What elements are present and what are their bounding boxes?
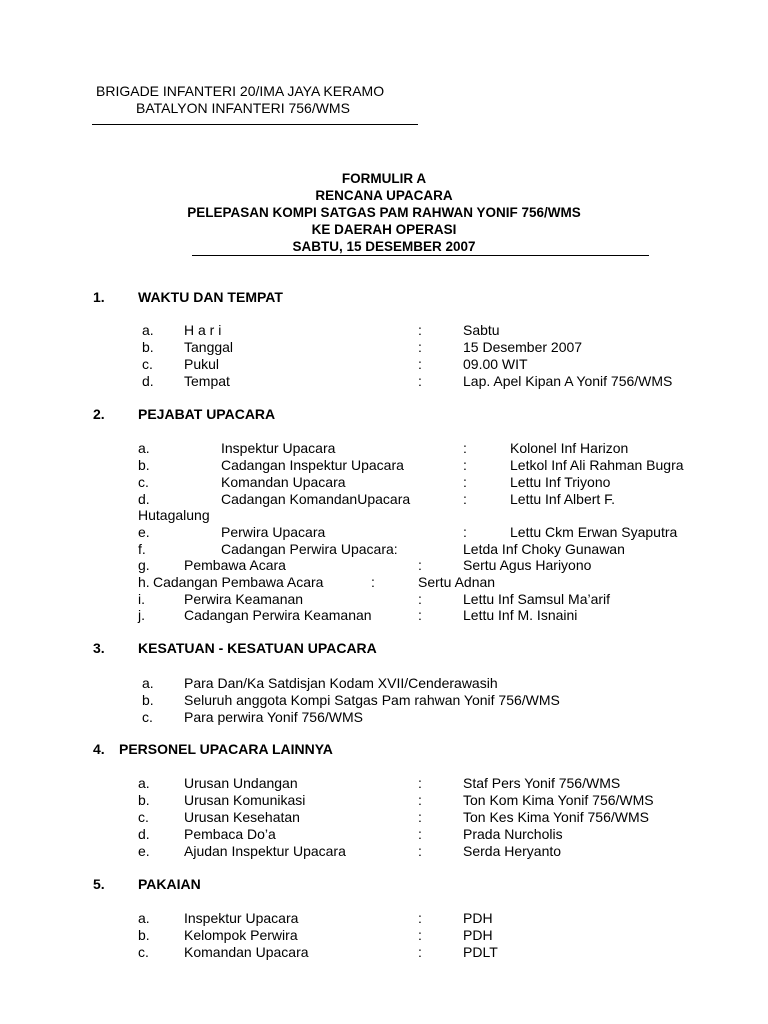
ceremony-date: SABTU, 15 DESEMBER 2007 bbox=[292, 239, 476, 254]
item-value: Staf Pers Yonif 756/WMS bbox=[463, 775, 621, 791]
item-value: Sabtu bbox=[463, 322, 500, 338]
item-colon: : bbox=[463, 524, 467, 540]
item-colon: : bbox=[418, 356, 422, 372]
item-colon: : bbox=[418, 910, 422, 926]
item-label: H a r i bbox=[184, 322, 222, 338]
ceremony-title: PELEPASAN KOMPI SATGAS PAM RAHWAN YONIF 756/WMS bbox=[187, 205, 581, 220]
section-4-number: 4. bbox=[93, 741, 105, 757]
form-title: FORMULIR A bbox=[341, 171, 427, 186]
item-colon: : bbox=[418, 339, 422, 355]
item-letter: b. bbox=[142, 339, 154, 355]
item-letter: b. bbox=[138, 457, 150, 473]
item-letter: j. bbox=[138, 607, 145, 623]
item-letter: i. bbox=[138, 591, 145, 607]
item-value: Lettu Inf M. Isnaini bbox=[463, 607, 578, 623]
item-letter: c. bbox=[142, 356, 153, 372]
item-colon: : bbox=[418, 944, 422, 960]
item-label: Cadangan Perwira Upacara: bbox=[221, 541, 398, 557]
unit-header-line-2: BATALYON INFANTERI 756/WMS bbox=[136, 100, 350, 116]
item-colon: : bbox=[418, 591, 422, 607]
item-value: 15 Desember 2007 bbox=[463, 339, 583, 355]
item-value: PDLT bbox=[463, 944, 498, 960]
item-colon: : bbox=[418, 607, 422, 623]
item-letter: f. bbox=[138, 541, 146, 557]
item-letter: e. bbox=[138, 524, 150, 540]
item-letter: b. bbox=[142, 692, 154, 708]
item-label: Perwira Keamanan bbox=[184, 591, 304, 607]
item-colon: : bbox=[463, 474, 467, 490]
title-underline bbox=[192, 255, 649, 256]
item-value: Sertu Agus Hariyono bbox=[463, 557, 592, 573]
item-value: Prada Nurcholis bbox=[463, 826, 563, 842]
item-letter: b. bbox=[138, 792, 150, 808]
item-letter: d. bbox=[138, 826, 150, 842]
item-value-wrap: Hutagalung bbox=[138, 507, 210, 523]
item-colon: : bbox=[463, 457, 467, 473]
item-label: Urusan Kesehatan bbox=[184, 809, 300, 825]
item-letter: h. bbox=[138, 574, 150, 590]
item-letter: e. bbox=[138, 843, 150, 859]
section-4-title: PERSONEL UPACARA LAINNYA bbox=[119, 741, 333, 757]
item-colon: : bbox=[418, 792, 422, 808]
item-label: Cadangan Pembawa Acara bbox=[153, 574, 324, 590]
item-colon: : bbox=[418, 775, 422, 791]
section-2-number: 2. bbox=[93, 406, 105, 422]
item-text: Para perwira Yonif 756/WMS bbox=[184, 709, 363, 725]
unit-header-line-1: BRIGADE INFANTERI 20/IMA JAYA KERAMO bbox=[96, 83, 385, 99]
item-label: Ajudan Inspektur Upacara bbox=[184, 843, 346, 859]
item-colon: : bbox=[418, 557, 422, 573]
item-letter: d. bbox=[142, 373, 154, 389]
item-label: Kelompok Perwira bbox=[184, 927, 298, 943]
item-letter: c. bbox=[138, 474, 149, 490]
item-letter: b. bbox=[138, 927, 150, 943]
item-colon: : bbox=[418, 927, 422, 943]
item-value: Lettu Inf Samsul Ma’arif bbox=[463, 591, 611, 607]
item-label: Tempat bbox=[184, 373, 230, 389]
section-1-title: WAKTU DAN TEMPAT bbox=[138, 289, 283, 305]
item-value: Lap. Apel Kipan A Yonif 756/WMS bbox=[463, 373, 673, 389]
ceremony-destination: KE DAERAH OPERASI bbox=[311, 222, 457, 237]
item-value: PDH bbox=[463, 910, 493, 926]
item-value: Kolonel Inf Harizon bbox=[510, 440, 629, 456]
item-letter: d. bbox=[138, 491, 150, 507]
item-value: Letda Inf Choky Gunawan bbox=[463, 541, 625, 557]
item-label: Urusan Undangan bbox=[184, 775, 298, 791]
item-label: Komandan Upacara bbox=[184, 944, 309, 960]
section-1-number: 1. bbox=[93, 289, 105, 305]
item-label: Pembaca Do’a bbox=[184, 826, 276, 842]
section-5-number: 5. bbox=[93, 876, 105, 892]
item-colon: : bbox=[463, 491, 467, 507]
item-label: Cadangan Perwira Keamanan bbox=[184, 607, 372, 623]
item-colon: : bbox=[418, 809, 422, 825]
item-letter: a. bbox=[138, 775, 150, 791]
header-underline bbox=[92, 124, 418, 125]
item-label: Cadangan KomandanUpacara bbox=[221, 491, 411, 507]
item-colon: : bbox=[418, 322, 422, 338]
item-colon: : bbox=[463, 440, 467, 456]
item-value: Serda Heryanto bbox=[463, 843, 562, 859]
item-label: Inspektur Upacara bbox=[221, 440, 336, 456]
item-colon: : bbox=[371, 574, 375, 590]
item-letter: c. bbox=[138, 809, 149, 825]
section-2-title: PEJABAT UPACARA bbox=[138, 406, 276, 422]
item-label: Inspektur Upacara bbox=[184, 910, 299, 926]
item-value: Sertu Adnan bbox=[418, 574, 496, 590]
item-letter: a. bbox=[138, 910, 150, 926]
item-letter: c. bbox=[142, 709, 153, 725]
item-value: Lettu Inf Triyono bbox=[510, 474, 611, 490]
item-value: Ton Kes Kima Yonif 756/WMS bbox=[463, 809, 649, 825]
item-value: PDH bbox=[463, 927, 493, 943]
item-value: Letkol Inf Ali Rahman Bugra bbox=[510, 457, 684, 473]
item-label: Pukul bbox=[184, 356, 220, 372]
item-label: Komandan Upacara bbox=[221, 474, 346, 490]
item-text: Seluruh anggota Kompi Satgas Pam rahwan Yonif 756/WMS bbox=[184, 692, 560, 708]
item-label: Urusan Komunikasi bbox=[184, 792, 306, 808]
item-letter: c. bbox=[138, 944, 149, 960]
item-value: Ton Kom Kima Yonif 756/WMS bbox=[463, 792, 654, 808]
item-colon: : bbox=[418, 843, 422, 859]
section-5-title: PAKAIAN bbox=[138, 876, 201, 892]
item-colon: : bbox=[418, 373, 422, 389]
item-label: Cadangan Inspektur Upacara bbox=[221, 457, 404, 473]
item-colon: : bbox=[418, 826, 422, 842]
item-label: Pembawa Acara bbox=[184, 557, 286, 573]
item-value: Lettu Ckm Erwan Syaputra bbox=[510, 524, 678, 540]
item-letter: a. bbox=[142, 322, 154, 338]
item-value: Lettu Inf Albert F. bbox=[510, 491, 616, 507]
item-label: Tanggal bbox=[184, 339, 234, 355]
item-letter: a. bbox=[142, 675, 154, 691]
section-3-number: 3. bbox=[93, 640, 105, 656]
form-subtitle: RENCANA UPACARA bbox=[315, 188, 453, 203]
item-value: 09.00 WIT bbox=[463, 356, 528, 372]
item-text: Para Dan/Ka Satdisjan Kodam XVII/Cenderawasih bbox=[184, 675, 498, 691]
item-letter: a. bbox=[138, 440, 150, 456]
item-letter: g. bbox=[138, 557, 150, 573]
section-3-title: KESATUAN - KESATUAN UPACARA bbox=[138, 640, 377, 656]
item-label: Perwira Upacara bbox=[221, 524, 326, 540]
